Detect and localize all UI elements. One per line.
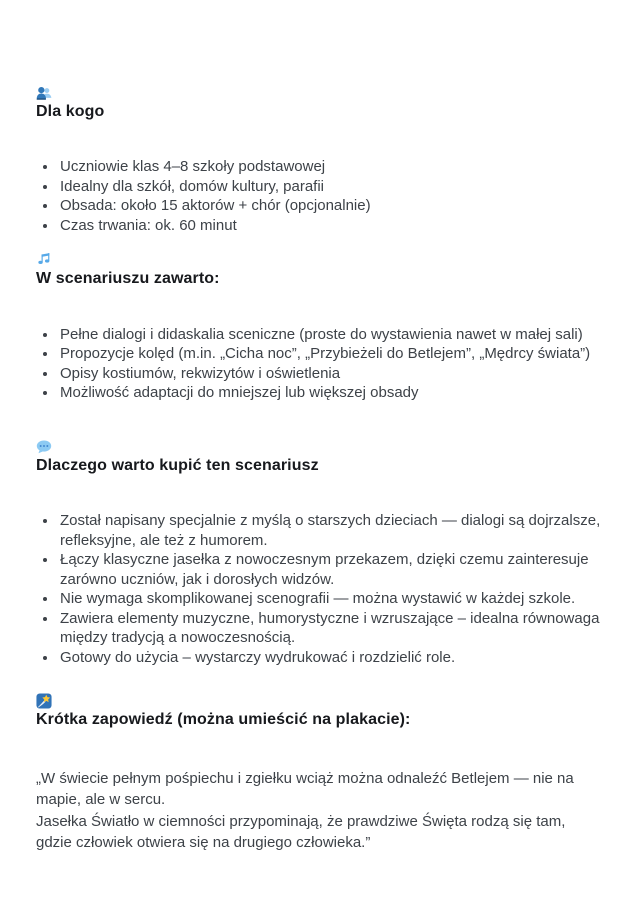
section-zawarto — [36, 252, 602, 402]
section-zapowiedz — [36, 693, 602, 853]
bullet-list — [36, 325, 602, 403]
list-item: • Opisy kostiumów, rekwizytów i oświetlenia — [58, 364, 602, 384]
musical-notes-icon — [36, 252, 602, 268]
busts-in-silhouette-icon — [36, 85, 602, 101]
section-heading: Dlaczego warto kupić ten scenariusz — [36, 456, 319, 474]
bullet-list — [36, 157, 602, 235]
section-heading: Dla kogo — [36, 103, 105, 120]
section-dla-kogo — [36, 85, 602, 235]
bullet-list — [36, 511, 602, 667]
list-item: • Możliwość adaptacji do mniejszej lub większej obsady — [58, 383, 602, 403]
list-item: • Czas trwania: ok. 60 minut — [58, 216, 602, 236]
list-item: • Został napisany specjalnie z myślą o starszych dzieciach — dialogi są dojrzalsze, refleksyjne, ale też z humorem. — [58, 511, 602, 550]
section-heading: Krótka zapowiedź (można umieścić na plakacie): — [36, 711, 411, 729]
list-item: • Łączy klasyczne jasełka z nowoczesnym przekazem, dzięki czemu zainteresuje zarówno uczniów, jak i dorosłych widzów. — [58, 550, 602, 589]
quote-line: „W świecie pełnym pośpiechu i zgiełku wciąż można odnaleźć Betlejem — nie na mapie, ale w sercu. — [36, 769, 574, 809]
list-item: • Propozycje kolęd (m.in. „Cicha noc”, „Przybieżeli do Betlejem”, „Mędrcy świata”) — [58, 344, 602, 364]
list-item: • Nie wymaga skomplikowanej scenografii — można wystawić w każdej szkole. — [58, 589, 602, 609]
list-item: • Obsada: około 15 aktorów + chór (opcjonalnie) — [58, 196, 602, 216]
quote-paragraph — [36, 768, 602, 854]
list-item: • Idealny dla szkół, domów kultury, parafii — [58, 177, 602, 197]
list-item: • Uczniowie klas 4–8 szkoły podstawowej — [58, 157, 602, 177]
list-item: • Zawiera elementy muzyczne, humorystyczne i wzruszające – idealna równowaga między tradycją a nowoczesnością. — [58, 609, 602, 648]
list-item: • Pełne dialogi i didaskalia sceniczne (proste do wystawienia nawet w małej sali) — [58, 325, 602, 345]
shooting-star-icon — [36, 693, 602, 709]
speech-balloon-icon — [36, 439, 602, 455]
list-item: • Gotowy do użycia – wystarczy wydrukować i rozdzielić role. — [58, 648, 602, 668]
quote-line: Jasełka Światło w ciemności przypominają, że prawdziwe Święta rodzą się tam, gdzie człowiek otwiera się na drugiego człowieka.” — [36, 812, 566, 852]
section-heading: W scenariuszu zawarto: — [36, 270, 220, 288]
section-dlaczego-warto — [36, 439, 602, 667]
